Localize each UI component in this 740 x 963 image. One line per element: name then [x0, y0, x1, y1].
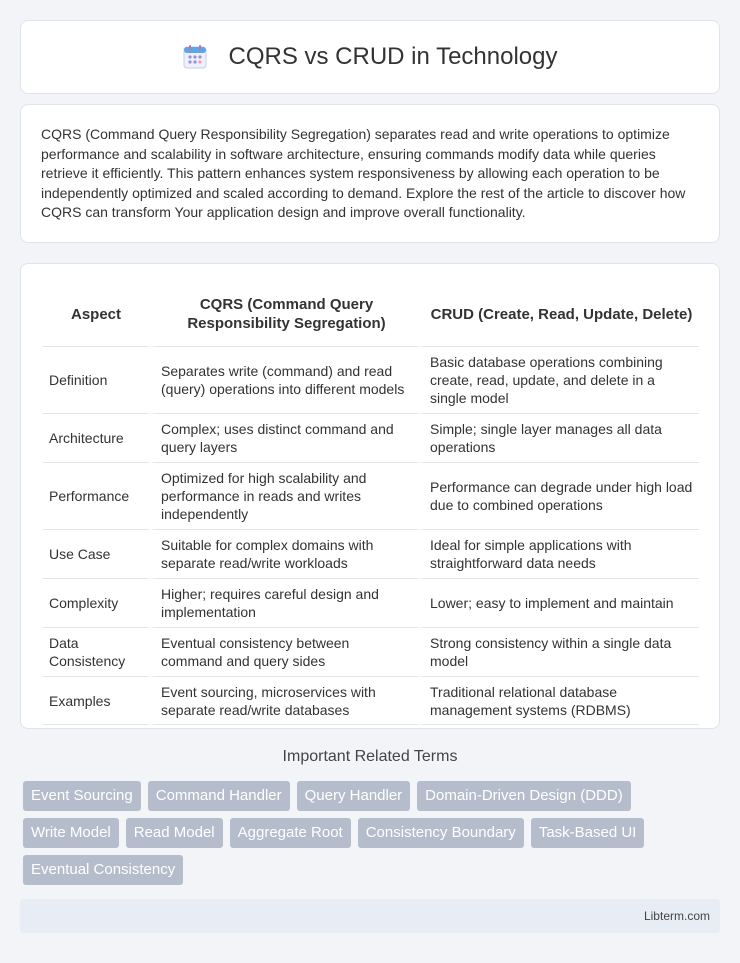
- row-aspect: Data Consistency: [43, 627, 149, 676]
- table-row: [43, 676, 699, 725]
- intro-card: [20, 104, 720, 243]
- table-row: [43, 627, 699, 676]
- row-aspect: Complexity: [43, 578, 149, 627]
- row-cqrs: Event sourcing, microservices with separate read/write databases: [149, 676, 418, 725]
- row-crud: Strong consistency within a single data model: [418, 627, 699, 676]
- row-crud: Basic database operations combining create, read, update, and delete in a single model: [418, 346, 699, 413]
- tag-event-sourcing[interactable]: Event Sourcing: [23, 781, 141, 811]
- header-crud: CRUD (Create, Read, Update, Delete): [418, 282, 699, 346]
- tag-command-handler[interactable]: Command Handler: [148, 781, 290, 811]
- title-wrap: [182, 43, 557, 71]
- table-row: [43, 529, 699, 578]
- row-crud: Performance can degrade under high load due to combined operations: [418, 462, 699, 529]
- header-aspect: Aspect: [70, 305, 122, 323]
- table-row: [43, 578, 699, 627]
- tag-aggregate-root[interactable]: Aggregate Root: [230, 818, 351, 848]
- comparison-table-card: [20, 263, 720, 729]
- tag-task-based-ui[interactable]: Task-Based UI: [531, 818, 645, 848]
- calendar-icon: [182, 44, 208, 70]
- row-crud: Lower; easy to implement and maintain: [418, 578, 699, 627]
- footer: [20, 899, 720, 933]
- tag-eventual-consistency[interactable]: Eventual Consistency: [23, 855, 183, 885]
- row-aspect: Architecture: [43, 413, 149, 462]
- row-crud: Traditional relational database management systems (RDBMS): [418, 676, 699, 725]
- table-row: [43, 346, 699, 413]
- row-cqrs: Higher; requires careful design and implementation: [149, 578, 418, 627]
- table-header-row: [43, 282, 699, 346]
- row-cqrs: Eventual consistency between command and query sides: [149, 627, 418, 676]
- page-title: CQRS vs CRUD in Technology: [228, 43, 558, 70]
- row-aspect: Examples: [43, 676, 149, 725]
- table-row: [43, 413, 699, 462]
- related-terms-tags: [23, 781, 717, 885]
- row-cqrs: Suitable for complex domains with separate read/write workloads: [149, 529, 418, 578]
- header-cqrs: CQRS (Command Query Responsibility Segregation): [149, 282, 418, 346]
- row-cqrs: Complex; uses distinct command and query layers: [149, 413, 418, 462]
- tag-write-model[interactable]: Write Model: [23, 818, 119, 848]
- row-cqrs: Optimized for high scalability and performance in reads and writes independently: [149, 462, 418, 529]
- row-aspect: Definition: [43, 346, 149, 413]
- row-crud: Simple; single layer manages all data operations: [418, 413, 699, 462]
- tag-domain-driven-design[interactable]: Domain-Driven Design (DDD): [417, 781, 631, 811]
- header-card: [20, 20, 720, 94]
- comparison-table: [43, 282, 699, 725]
- tag-query-handler[interactable]: Query Handler: [297, 781, 411, 811]
- intro-text: CQRS (Command Query Responsibility Segregation) separates read and write operations to optimize performance and scalability in software architecture, ensuring commands modify data while queries retrieve it efficiently. This pattern enhances system responsiveness by allowing each operation to be independently optimized and scaled according to demand. Explore the rest of the article to discover how CQRS can transform Your application design and improve overall functionality.: [41, 126, 686, 220]
- tag-consistency-boundary[interactable]: Consistency Boundary: [358, 818, 524, 848]
- footer-site-link[interactable]: Libterm.com: [643, 909, 710, 923]
- row-crud: Ideal for simple applications with straightforward data needs: [418, 529, 699, 578]
- row-cqrs: Separates write (command) and read (query) operations into different models: [149, 346, 418, 413]
- row-aspect: Use Case: [43, 529, 149, 578]
- related-terms-title: Important Related Terms: [282, 748, 458, 765]
- row-aspect: Performance: [43, 462, 149, 529]
- tag-read-model[interactable]: Read Model: [126, 818, 223, 848]
- table-row: [43, 462, 699, 529]
